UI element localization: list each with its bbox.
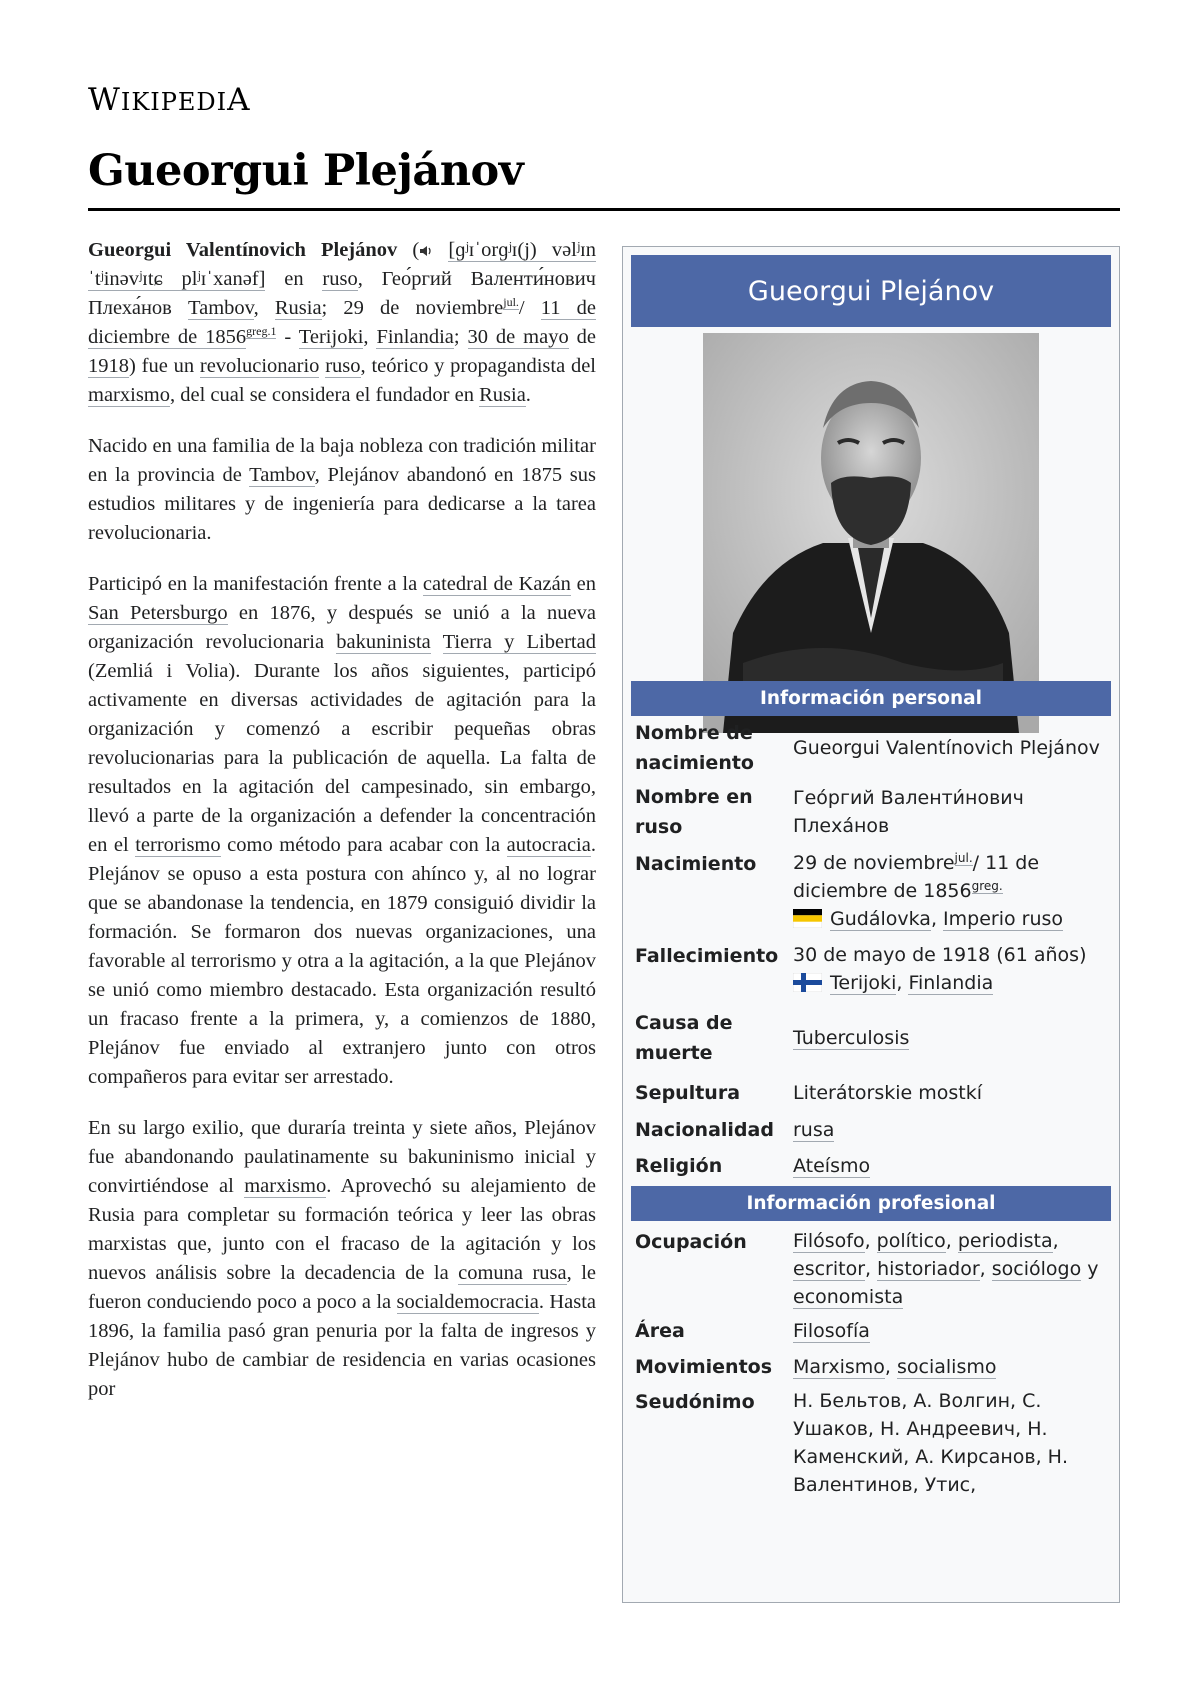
link-ruso[interactable]: ruso xyxy=(322,268,358,290)
infobox xyxy=(622,246,1120,1603)
row-nombre-nacimiento: Nombre de nacimiento Gueorgui Valentínovich Plejánov xyxy=(635,722,1100,774)
link-imperio-ruso[interactable]: Imperio ruso xyxy=(943,908,1064,930)
page-title: Gueorgui Plejánov xyxy=(88,146,524,196)
link-historiador[interactable]: historiador xyxy=(877,1258,980,1280)
link-tuberculosis[interactable]: Tuberculosis xyxy=(793,1027,910,1049)
ipa-link[interactable]: [ɡʲɪˈorɡʲɪ(j) vəlʲɪnˈtʲinəvʲɪtɕ plʲɪˈxanəf] xyxy=(88,239,597,290)
link-comuna-rusa[interactable]: comuna rusa xyxy=(458,1262,567,1284)
link-birth-date[interactable]: 11 de diciembre de 1856 xyxy=(88,297,597,348)
row-fallecimiento: Fallecimiento 30 de mayo de 1918 (61 años) Terijoki, Finlandia xyxy=(635,944,1087,994)
article-body xyxy=(88,236,596,1426)
row-movimientos: Movimientos Marxismo, socialismo xyxy=(635,1356,997,1378)
link-1918[interactable]: 1918 xyxy=(88,355,129,377)
row-nacionalidad: Nacionalidad rusa xyxy=(635,1119,835,1141)
link-bakuninista[interactable]: bakuninista xyxy=(336,631,431,653)
portrait-image[interactable] xyxy=(703,333,1039,733)
infobox-title: Gueorgui Plejánov xyxy=(631,255,1111,327)
link-socialdemocracia[interactable]: socialdemocracia xyxy=(396,1291,539,1313)
link-marxismo[interactable]: marxismo xyxy=(88,384,170,406)
footnote-jul[interactable]: jul. xyxy=(503,295,519,310)
link-finlandia[interactable]: Finlandia xyxy=(376,326,454,348)
link-gudalovka[interactable]: Gudálovka xyxy=(830,908,931,930)
footnote-greg-infobox[interactable]: greg. xyxy=(971,878,1003,893)
row-nacimiento: Nacimiento 29 de noviembre$^{jul.}$/ 11 de diciembre de $1856^{greg.}$ Gudálovka, Imperio ruso xyxy=(635,850,1064,930)
link-periodista[interactable]: periodista xyxy=(957,1230,1053,1252)
paragraph-2: Nacido en una familia de la baja nobleza con tradición militar en la provincia de Tambov, Plejánov abandonó en 1875 sus estudios militares y de ingeniería para dedicarse a la tarea revolucionaria. xyxy=(88,435,596,544)
section-informacion-profesional: Información profesional xyxy=(631,1186,1111,1221)
wikipedia-logo[interactable]: WIKIPEDIA xyxy=(88,82,251,118)
paragraph-4: En su largo exilio, que duraría treinta y siete años, Plejánov fue abandonando paulatinamente su bakuninismo inicial y convirtiéndose al marxismo. Aprovechó su alejamiento de Rusia para completar su formación teórica y leer las obras marxistas que, junto con el fracaso de la agitación y los nuevos análisis sobre la decadencia de la comuna rusa, le fueron conduciendo poco a poco a la socialdemocracia. Hasta 1896, la familia pasó gran penuria por la falta de ingresos y Plejánov hubo de cambiar de residencia en varias ocasiones por xyxy=(88,1117,596,1400)
link-autocracia[interactable]: autocracia xyxy=(506,834,591,856)
link-ateismo[interactable]: Ateísmo xyxy=(793,1155,871,1177)
link-escritor[interactable]: escritor xyxy=(793,1258,866,1280)
title-divider xyxy=(88,208,1120,211)
link-rusia[interactable]: Rusia xyxy=(274,297,322,319)
footnote-jul-infobox[interactable]: jul. xyxy=(954,850,973,865)
link-san-petersburgo[interactable]: San Petersburgo xyxy=(88,602,228,624)
link-terijoki-infobox[interactable]: Terijoki xyxy=(830,972,897,994)
row-ocupacion: Ocupación Filósofo, político, periodista, escritor, historiador, sociólogo y economista xyxy=(635,1230,1099,1308)
row-seudonimo: Seudónimo Н. Бельтов, А. Волгин, С. Ушаков, Н. Андреевич, Н. Каменский, А. Кирсанов, Н. Валентинов, Утис, xyxy=(635,1390,1068,1496)
intro-paragraph: Gueorgui Valentínovich Plejánov ( [ɡʲɪˈorɡʲɪ(j) vəlʲɪnˈtʲinəvʲɪtɕ plʲɪˈxanəf] en ruso, Гео́ргий Валенти́нович Плеха́нов Tambov, Rusia; 29 de noviembre$^{jul.}$/ 11 de diciembre de $1856^{greg.1}$ - Terijoki, Finlandia; 30 de mayo de 1918) fue un revolucionario ruso, teórico y propagandista del marxismo, del cual se considera el fundador en Rusia. xyxy=(88,239,597,406)
speaker-icon[interactable] xyxy=(419,245,433,257)
link-revolucionario[interactable]: revolucionario xyxy=(199,355,320,377)
link-rusia-2[interactable]: Rusia xyxy=(479,384,526,406)
link-ruso-2[interactable]: ruso xyxy=(325,355,361,377)
row-religion: Religión Ateísmo xyxy=(635,1155,871,1177)
finland-flag-icon xyxy=(793,973,822,992)
row-area: Área Filosofía xyxy=(635,1320,870,1342)
link-catedral-kazan[interactable]: catedral de Kazán xyxy=(422,573,571,595)
link-socialismo[interactable]: socialismo xyxy=(897,1356,997,1378)
russian-empire-flag-icon xyxy=(793,909,822,928)
row-sepultura: Sepultura Literátorskie mostkí xyxy=(635,1082,983,1104)
link-tierra-y-libertad[interactable]: Tierra y Libertad xyxy=(442,631,596,653)
link-finlandia-infobox[interactable]: Finlandia xyxy=(908,972,994,994)
link-economista[interactable]: economista xyxy=(793,1286,904,1308)
link-marxismo-2[interactable]: marxismo xyxy=(244,1175,327,1197)
link-tambov-2[interactable]: Tambov xyxy=(249,464,315,486)
row-causa-de-muerte: Causa de muerte Tuberculosis xyxy=(635,1012,910,1064)
link-filosofo[interactable]: Filósofo xyxy=(793,1230,865,1252)
link-sociologo[interactable]: sociólogo xyxy=(991,1258,1082,1280)
link-30-de-mayo[interactable]: 30 de mayo xyxy=(467,326,569,348)
section-informacion-personal: Información personal xyxy=(631,681,1111,716)
row-nombre-ruso: Nombre en ruso Гео́ргий Валенти́нович Плеха́нов xyxy=(635,786,1024,838)
link-tambov[interactable]: Tambov xyxy=(188,297,254,319)
footnote-greg[interactable]: greg.1 xyxy=(246,324,277,339)
link-rusa[interactable]: rusa xyxy=(793,1119,835,1141)
link-politico[interactable]: político xyxy=(876,1230,946,1252)
link-terrorismo[interactable]: terrorismo xyxy=(135,834,221,856)
link-terijoki[interactable]: Terijoki xyxy=(298,326,364,348)
link-filosofia[interactable]: Filosofía xyxy=(793,1320,870,1342)
paragraph-3: Participó en la manifestación frente a la catedral de Kazán en San Petersburgo en 1876, y después se unió a la nueva organización revolucionaria bakuninista Tierra y Libertad (Zemliá i Volia). Durante los años siguientes, participó activamente en diversas actividades de agitación para la organización y comenzó a escribir pequeñas obras revolucionarias para la publicación de aquella. La falta de resultados en la agitación del campesinado, sin embargo, llevó a parte de la organización a defender la concentración en el terrorismo como método para acabar con la autocracia. Plejánov se opuso a esta postura con ahínco y, al no lograr que se abandonase la tendencia, en 1879 consiguió dividir la formación. Se formaron dos nuevas organizaciones, una favorable al terrorismo y otra a la agitación, a la que Plejánov se unió como miembro destacado. Esta organización resultó un fracaso frente a la primera, y, a comienzos de 1880, Plejánov fue enviado al extranjero junto con otros compañeros para evitar ser arrestado. xyxy=(88,573,596,1088)
link-marxismo-infobox[interactable]: Marxismo xyxy=(793,1356,885,1378)
